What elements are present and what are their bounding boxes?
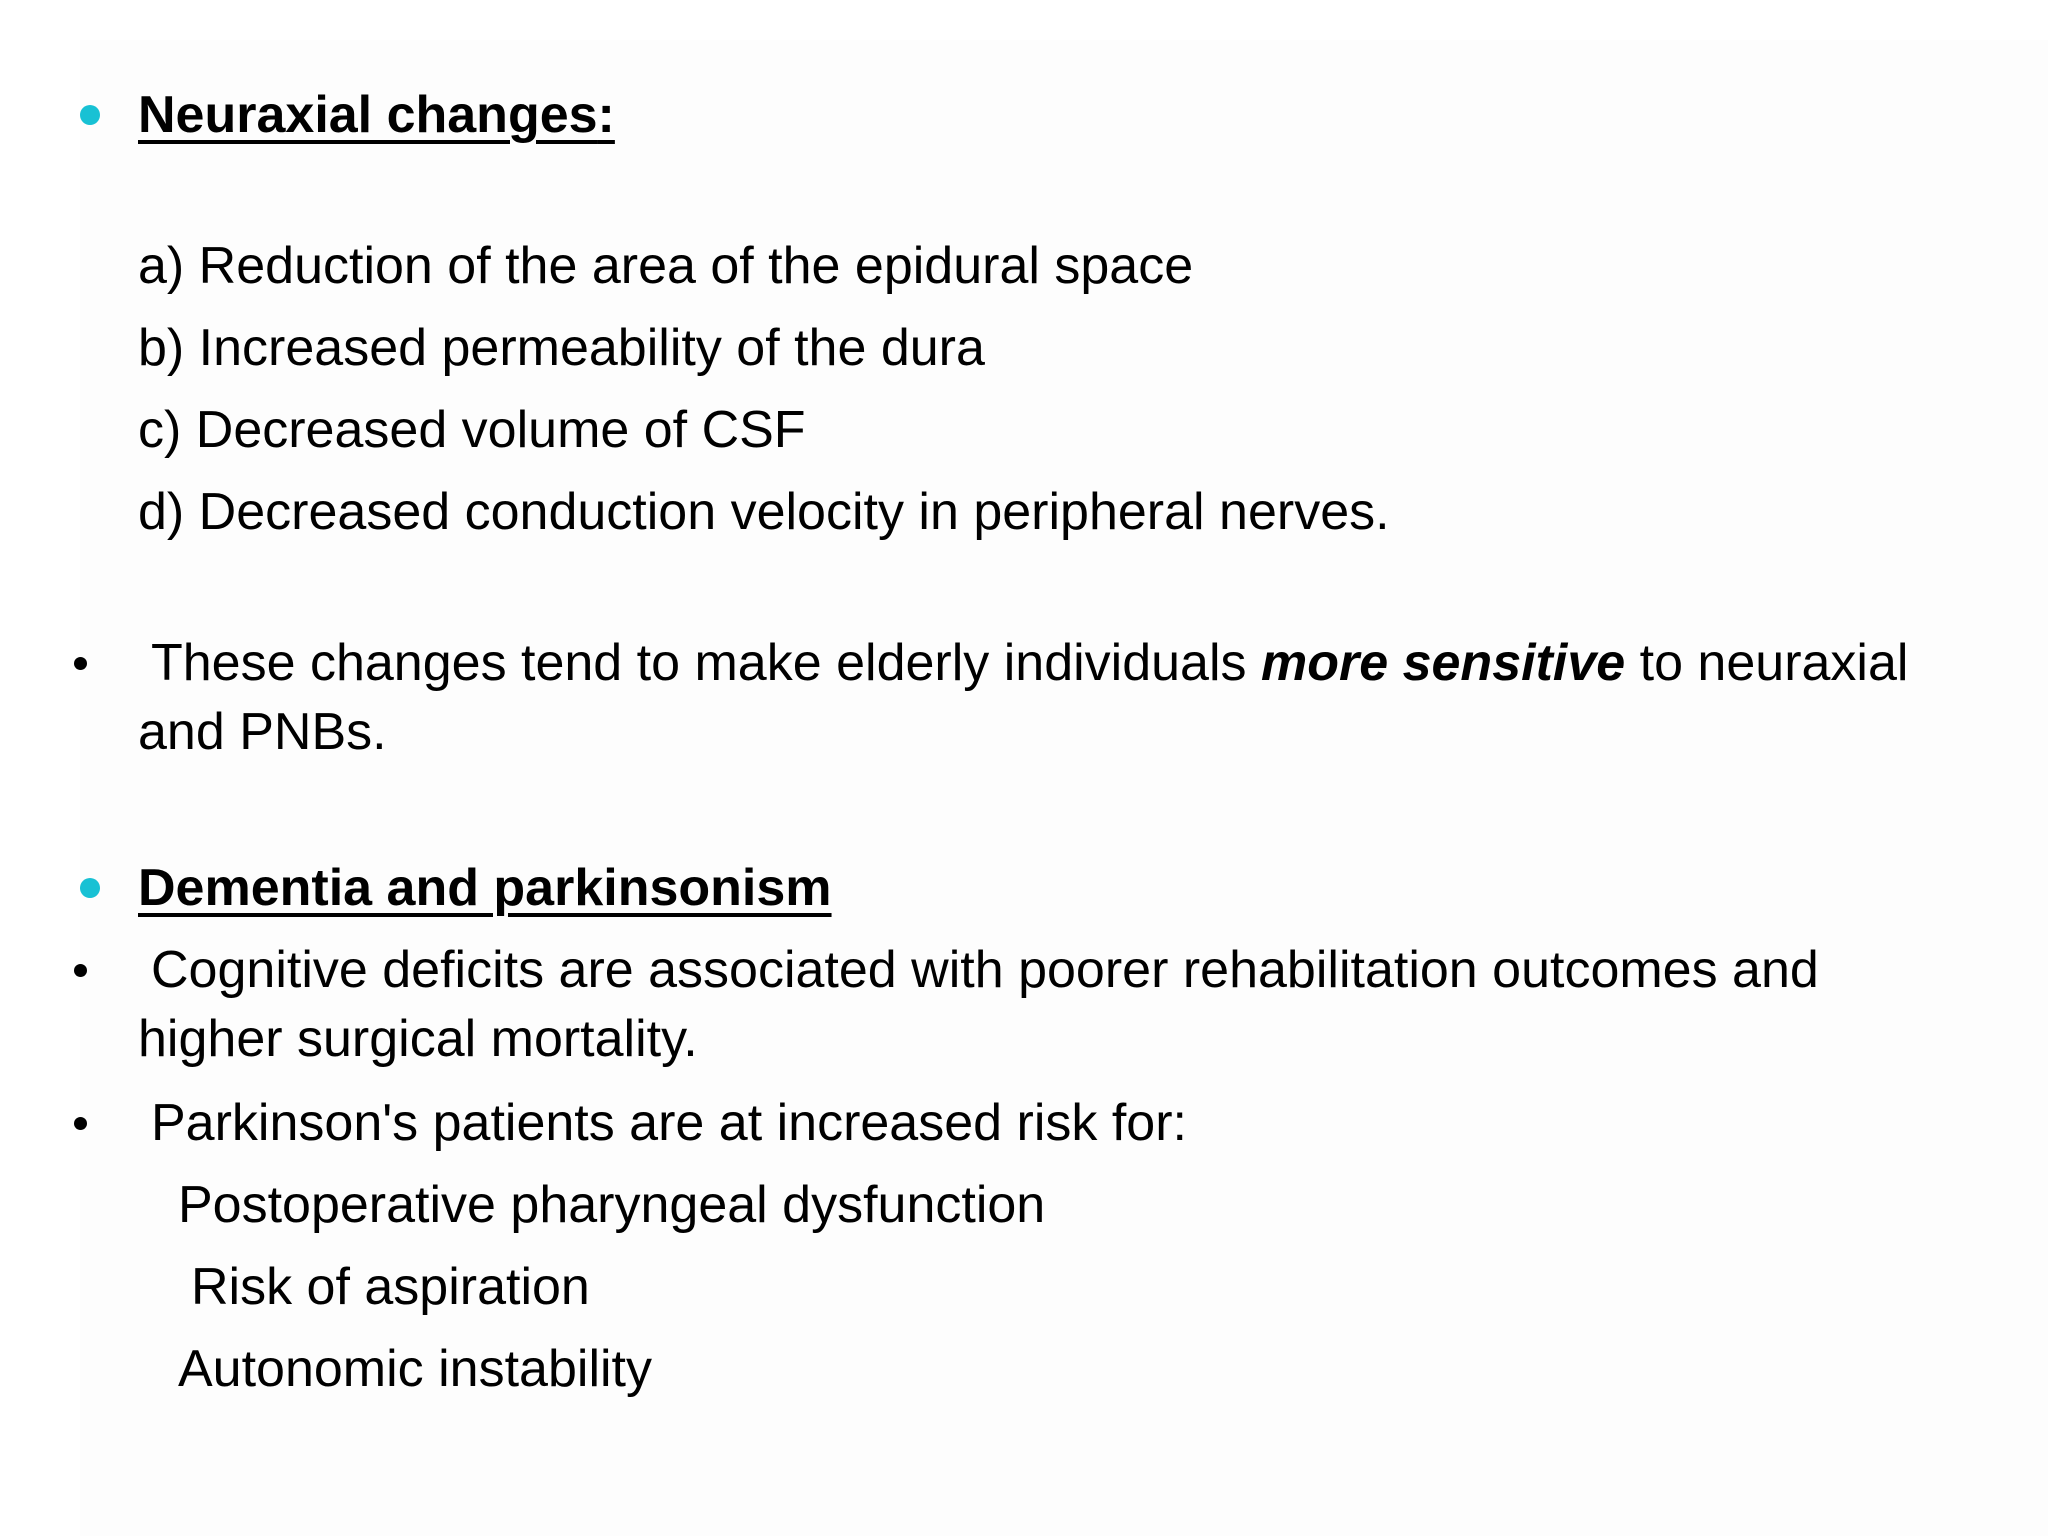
list-item-dura: b) Increased permeability of the dura	[138, 319, 985, 377]
note-sensitivity-line2: and PNBs.	[138, 703, 387, 761]
note-text-after: to neuraxial	[1625, 634, 1909, 692]
list-item-conduction: d) Decreased conduction velocity in peripheral nerves.	[138, 483, 1390, 541]
risk-item-pharyngeal: Postoperative pharyngeal dysfunction	[178, 1176, 1046, 1234]
point-cognitive-line2: higher surgical mortality.	[138, 1010, 698, 1068]
note-text-before: These changes tend to make elderly individuals	[151, 634, 1261, 692]
heading-bullet-icon	[80, 105, 100, 125]
section-heading-neuraxial	[138, 85, 615, 145]
bullet-icon	[74, 657, 87, 670]
list-item-csf: c) Decreased volume of CSF	[138, 401, 806, 459]
heading-bullet-icon	[80, 878, 100, 898]
section-heading-colon: :	[597, 86, 615, 144]
point-parkinsons: Parkinson's patients are at increased risk for:	[151, 1094, 1187, 1152]
section-heading-text: Dementia and parkinsonism	[138, 859, 832, 917]
bullet-icon	[74, 1117, 87, 1130]
bullet-icon	[74, 964, 87, 977]
section-heading-dementia	[138, 858, 832, 918]
point-cognitive-line1: Cognitive deficits are associated with poorer rehabilitation outcomes and	[151, 941, 1819, 999]
note-emphasis: more sensitive	[1260, 634, 1626, 692]
risk-item-aspiration: Risk of aspiration	[191, 1258, 590, 1316]
risk-item-autonomic: Autonomic instability	[178, 1340, 652, 1398]
section-heading-text: Neuraxial changes	[138, 86, 598, 144]
list-item-epidural: a) Reduction of the area of the epidural space	[138, 237, 1194, 295]
note-sensitivity	[151, 633, 1908, 693]
